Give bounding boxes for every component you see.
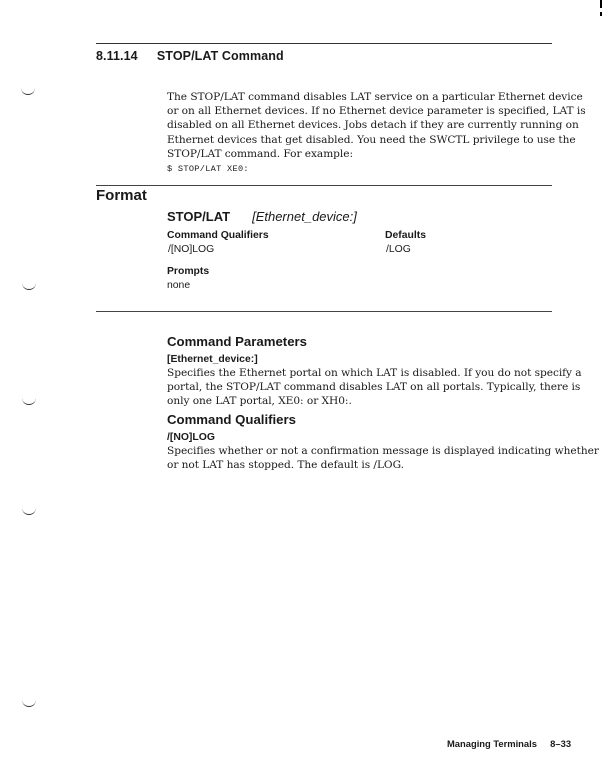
- parameter-line: Specifies the Ethernet portal on which LAT is disabled. If you do not specify a: [167, 367, 582, 379]
- footer-page-number: 8–33: [550, 738, 572, 749]
- defaults-column-header: Defaults: [385, 230, 426, 241]
- qualifiers-column-header: Command Qualifiers: [167, 230, 269, 241]
- intro-line: Ethernet devices that get disabled. You need the SWCTL privilege to use the: [167, 133, 576, 146]
- parameter-name: [Ethernet_device:]: [167, 354, 258, 365]
- format-heading: Format: [96, 187, 147, 204]
- margin-hole-mark: [21, 88, 35, 95]
- intro-paragraph: [167, 90, 586, 161]
- margin-hole-mark: [22, 508, 36, 515]
- example-command: $ STOP/LAT XE0:: [167, 164, 249, 174]
- intro-line: disabled on all Ethernet devices. Jobs detach if they are currently running on: [167, 119, 579, 132]
- section-heading: [96, 49, 284, 63]
- scan-mark: [600, 12, 602, 16]
- section-title: STOP/LAT Command: [156, 49, 284, 63]
- format-rule: [96, 185, 552, 186]
- prompts-value: none: [167, 280, 191, 291]
- qualifier-description: [167, 444, 599, 472]
- intro-line: The STOP/LAT command disables LAT service on a particular Ethernet device: [167, 91, 583, 103]
- scan-mark: [600, 0, 602, 8]
- intro-line: or on all Ethernet devices. If no Ethernet device parameter is specified, LAT is: [167, 105, 586, 118]
- qualifier-line: Specifies whether or not a confirmation message is displayed indicating whether: [167, 445, 599, 457]
- format-parameter: [Ethernet_device:]: [252, 209, 357, 224]
- format-command: STOP/LAT: [167, 209, 231, 224]
- parameters-heading: Command Parameters: [167, 334, 307, 349]
- qualifier-line: or not LAT has stopped. The default is /LOG.: [167, 459, 404, 472]
- section-top-rule: [96, 43, 552, 44]
- parameters-rule: [96, 311, 552, 312]
- section-number: 8.11.14: [96, 49, 138, 63]
- page-footer: [447, 738, 571, 749]
- qualifier-name: /[NO]LOG: [167, 432, 215, 443]
- margin-hole-mark: [22, 700, 36, 707]
- margin-hole-mark: [22, 283, 36, 290]
- default-value: /LOG: [386, 244, 411, 255]
- intro-line: STOP/LAT command. For example:: [167, 147, 353, 160]
- parameter-line: portal, the STOP/LAT command disables LAT on all portals. Typically, there is: [167, 381, 581, 394]
- margin-hole-mark: [22, 398, 36, 405]
- parameter-line: only one LAT portal, XE0: or XH0:.: [167, 395, 352, 408]
- parameter-description: [167, 366, 582, 409]
- prompts-header: Prompts: [167, 266, 210, 277]
- format-syntax: [167, 208, 357, 226]
- qualifier-value: /[NO]LOG: [168, 244, 215, 255]
- qualifiers-heading: Command Qualifiers: [167, 412, 296, 427]
- footer-chapter: Managing Terminals: [447, 738, 537, 749]
